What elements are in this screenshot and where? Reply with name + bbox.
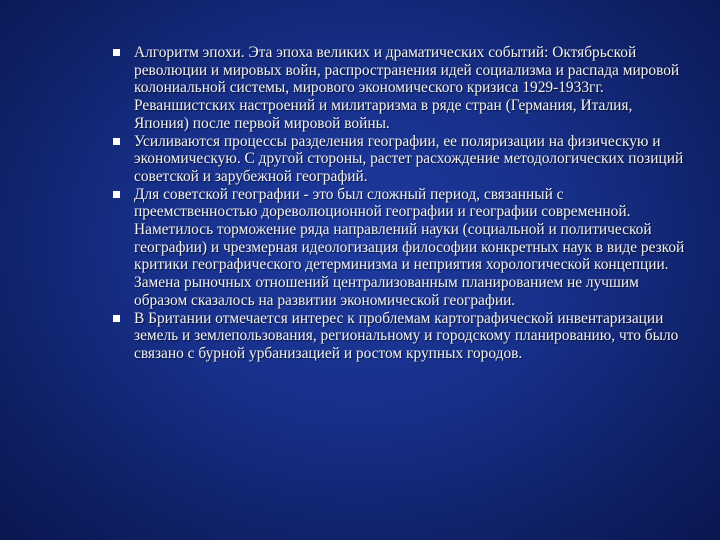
bullet-item bbox=[110, 186, 685, 310]
bullet-item bbox=[110, 310, 685, 363]
bullet-text: Усиливаются процессы разделения географии, ее поляризации на физическую и экономическую. С другой стороны, растет расхождение методологических позиций советской и зарубежной географий. bbox=[134, 132, 684, 185]
bullet-item bbox=[110, 133, 685, 186]
bullet-text: Для советской географии - это был сложный период, связанный с преемственностью дореволюционной географии и географии современной. Наметилось торможение ряда направлений науки (социальной и политической географии) и чрезмерная идеологизация философии конкретных наук в виде резкой критики географического детерминизма и неприятия хорологической концепции. Замена рыночных отношений централизованным планированием не лучшим образом сказалось на развитии экономической географии. bbox=[134, 185, 685, 309]
square-bullet-icon bbox=[113, 138, 120, 145]
square-bullet-icon bbox=[113, 315, 120, 322]
square-bullet-icon bbox=[113, 191, 120, 198]
bullet-list bbox=[110, 44, 685, 363]
bullet-item bbox=[110, 44, 685, 133]
square-bullet-icon bbox=[113, 49, 120, 56]
bullet-text: В Британии отмечается интерес к проблемам картографической инвентаризации земель и землепользования, региональному и городскому планированию, что было связано с бурной урбанизацией и ростом крупных городов. bbox=[134, 309, 679, 362]
bullet-text: Алгоритм эпохи. Эта эпоха великих и драматических событий: Октябрьской революции и мировых войн, распространения идей социализма и распада мировой колониальной системы, мирового экономического кризиса 1929-1933гг. Реваншистских настроений и милитаризма в ряде стран (Германия, Италия, Япония) после первой мировой войны. bbox=[134, 44, 680, 132]
